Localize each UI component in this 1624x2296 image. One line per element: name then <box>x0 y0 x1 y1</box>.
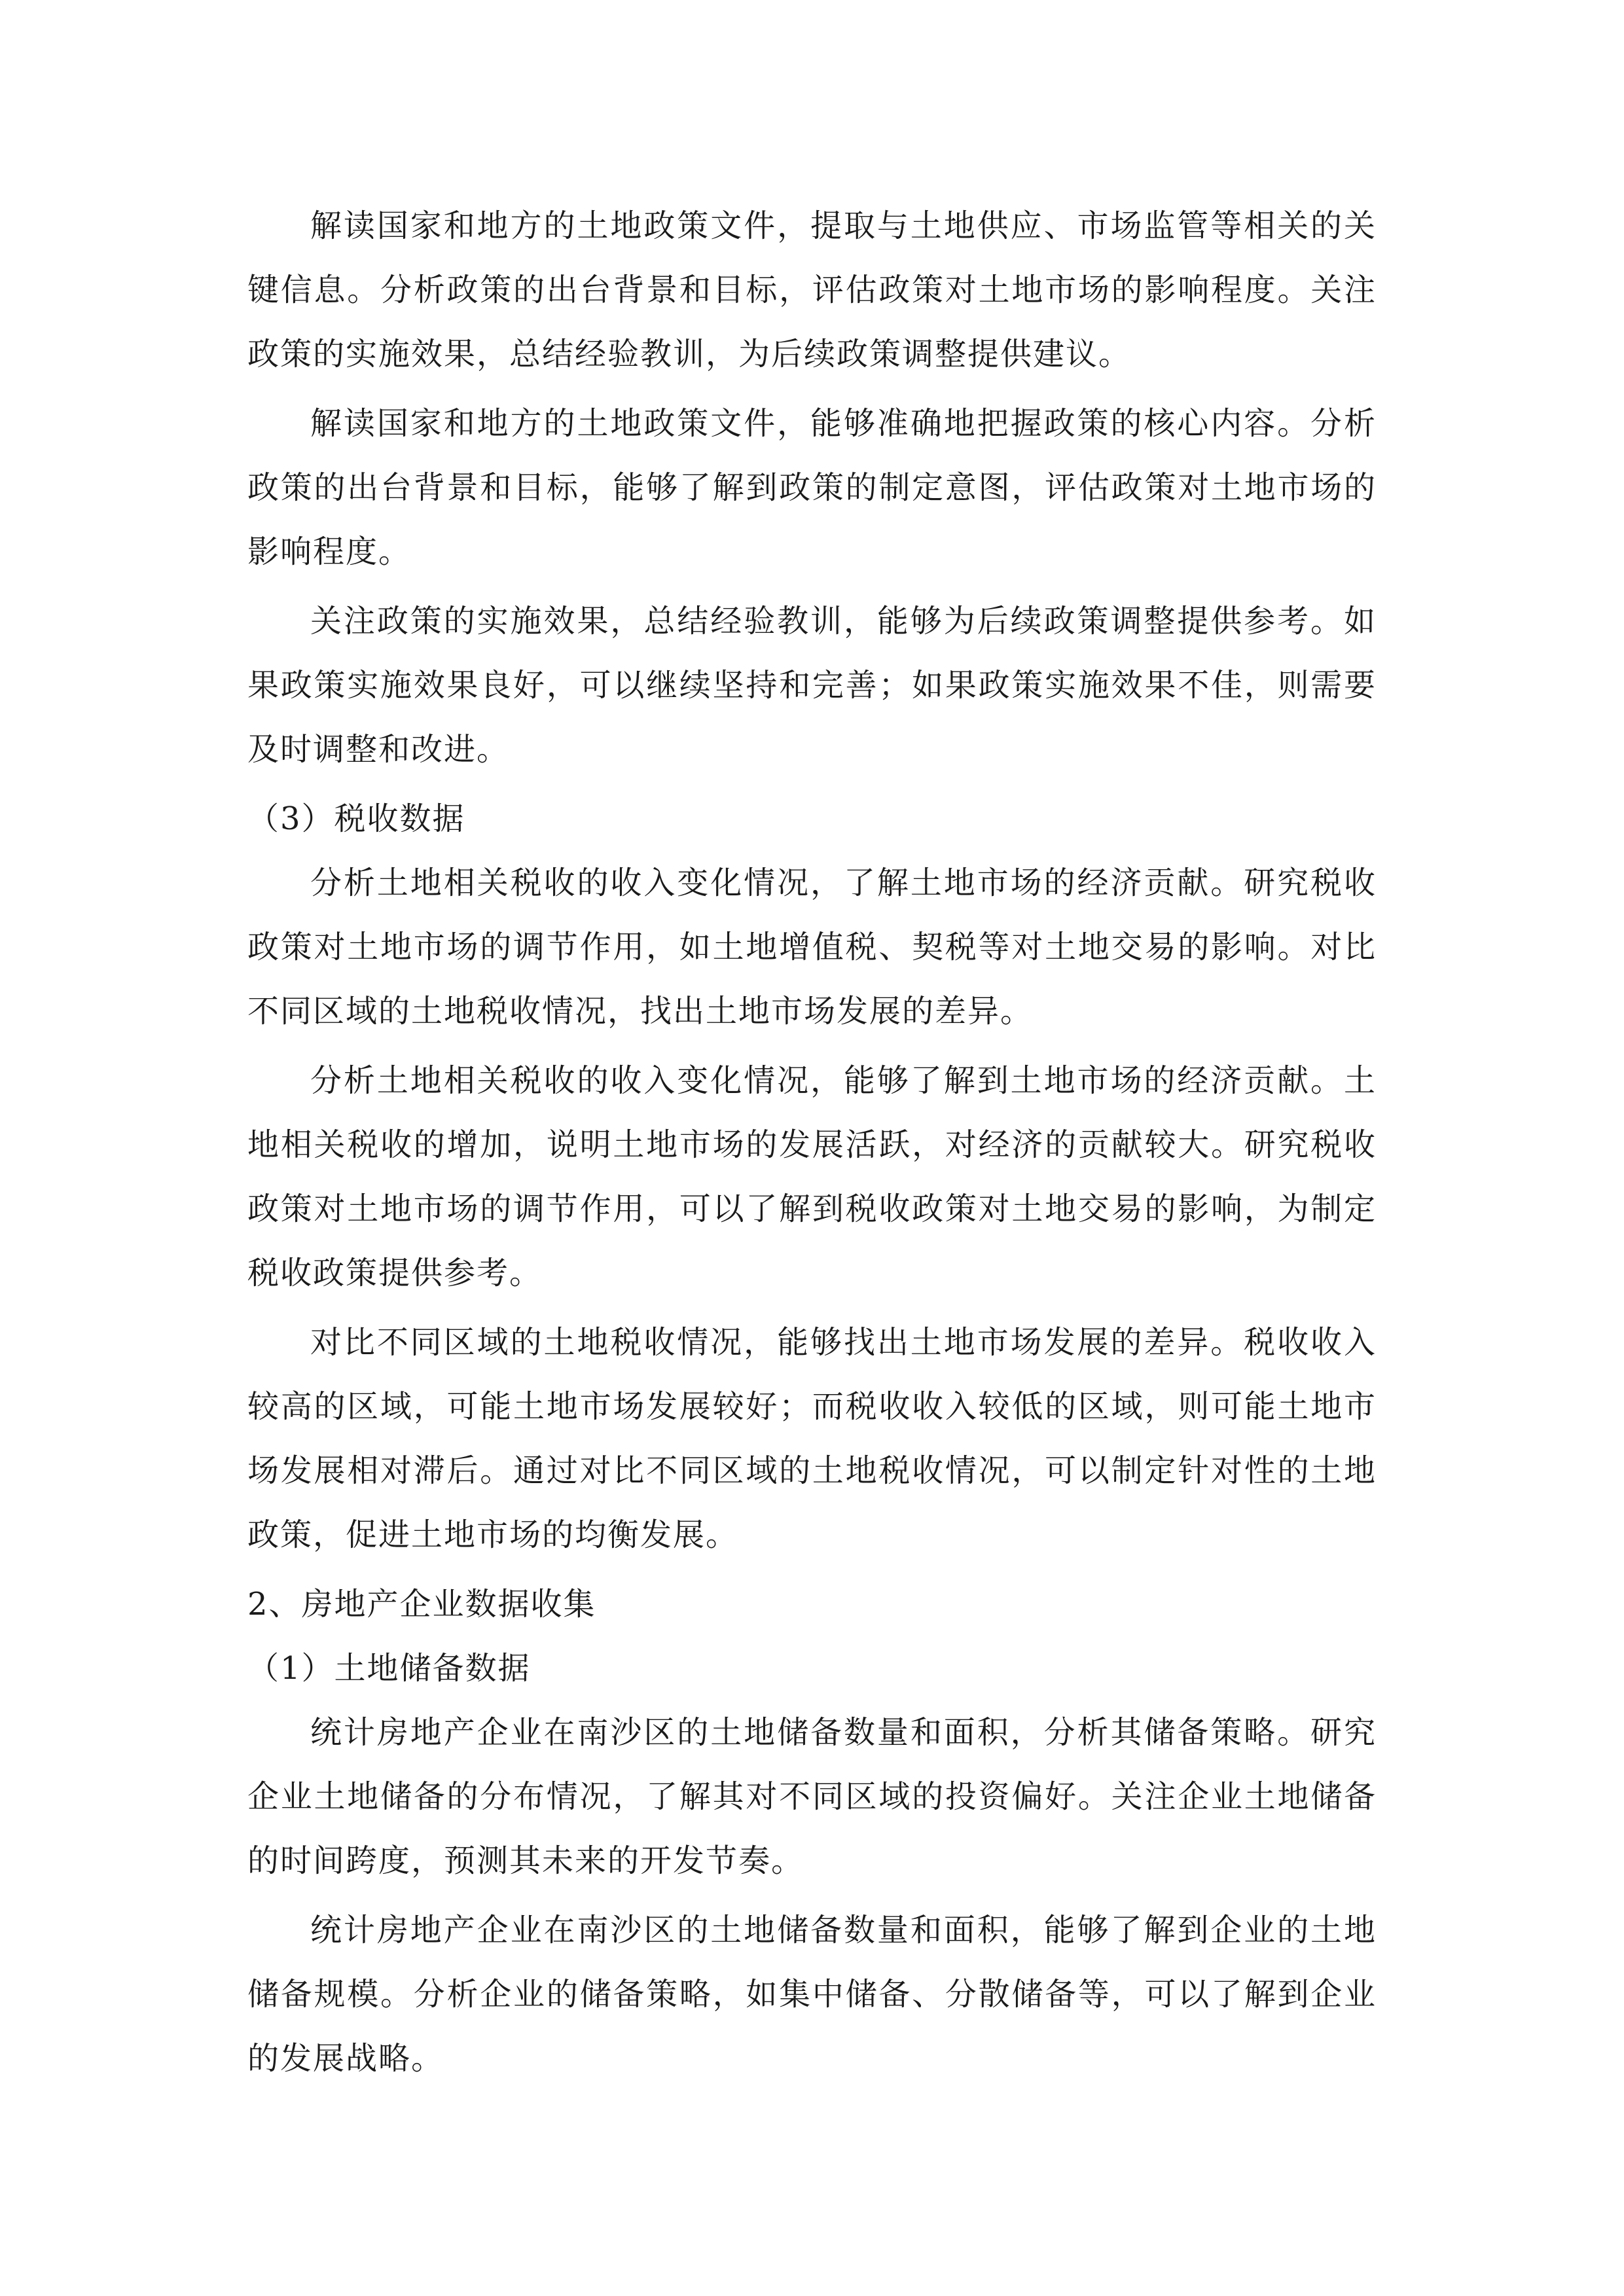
paragraph-tax-contribution: 分析土地相关税收的收入变化情况，能够了解到土地市场的经济贡献。土地相关税收的增加，说明土地市场的发展活跃，对经济的贡献较大。研究税收政策对土地市场的调节作用，可以了解到税收政策对土地交易的影响，为制定税收政策提供参考。 <box>247 1062 1377 1291</box>
paragraph-reserve-overview: 统计房地产企业在南沙区的土地储备数量和面积，分析其储备策略。研究企业土地储备的分布情况，了解其对不同区域的投资偏好。关注企业土地储备的时间跨度，预测其未来的开发节奏。 <box>247 1714 1377 1879</box>
paragraph-reserve-strategy: 统计房地产企业在南沙区的土地储备数量和面积，能够了解到企业的土地储备规模。分析企业的储备策略，如集中储备、分散储备等，可以了解到企业的发展战略。 <box>247 1912 1377 2077</box>
section-tax-data: （3）税收数据 <box>247 800 465 837</box>
paragraph-policy-extract: 解读国家和地方的土地政策文件，提取与土地供应、市场监管等相关的关键信息。分析政策的出台背景和目标，评估政策对土地市场的影响程度。关注政策的实施效果，总结经验教训，为后续政策调整提供建议。 <box>247 207 1377 372</box>
paragraph-tax-regional: 对比不同区域的土地税收情况，能够找出土地市场发展的差异。税收收入较高的区域，可能土地市场发展较好；而税收收入较低的区域，则可能土地市场发展相对滞后。通过对比不同区域的土地税收情况，可以制定针对性的土地政策，促进土地市场的均衡发展。 <box>247 1324 1377 1553</box>
section-land-reserve: （1）土地储备数据 <box>247 1650 531 1687</box>
paragraph-tax-overview: 分析土地相关税收的收入变化情况，了解土地市场的经济贡献。研究税收政策对土地市场的调节作用，如土地增值税、契税等对土地交易的影响。对比不同区域的土地税收情况，找出土地市场发展的差异。 <box>247 865 1377 1030</box>
document-body <box>247 194 1377 2096</box>
paragraph-policy-core: 解读国家和地方的土地政策文件，能够准确地把握政策的核心内容。分析政策的出台背景和目标，能够了解到政策的制定意图，评估政策对土地市场的影响程度。 <box>247 405 1377 570</box>
paragraph-policy-effect: 关注政策的实施效果，总结经验教训，能够为后续政策调整提供参考。如果政策实施效果良好，可以继续坚持和完善；如果政策实施效果不佳，则需要及时调整和改进。 <box>247 603 1377 768</box>
section-developer-data: 2、房地产企业数据收集 <box>247 1586 596 1623</box>
